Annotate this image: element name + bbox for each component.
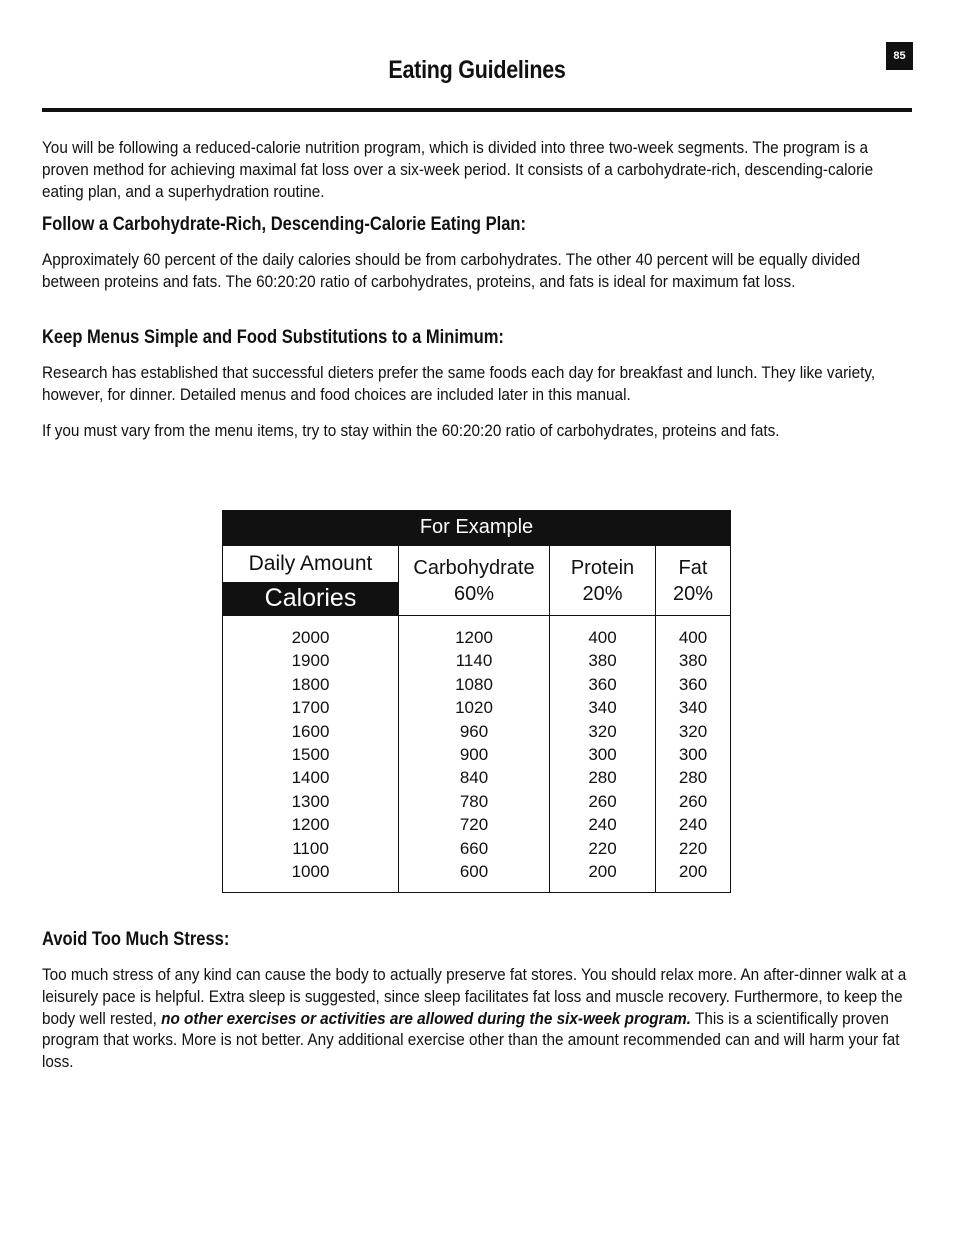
calories-cell: 1100: [292, 838, 329, 858]
protein-cell: 340: [588, 698, 617, 718]
calories-cell: 1200: [291, 815, 330, 835]
carbohydrate-cell: 780: [459, 791, 489, 811]
calories-cell: 1700: [291, 698, 330, 718]
carbohydrate-cell: 1200: [455, 628, 493, 647]
carbohydrate-cell: 1080: [455, 674, 493, 694]
protein-cell: 320: [588, 721, 617, 741]
fat-cell: 380: [678, 651, 708, 671]
calorie-ratio-table: [222, 510, 731, 893]
fat-cell: 320: [678, 721, 708, 741]
carbohydrate-header: [399, 546, 549, 615]
calories-cell: 1600: [291, 721, 330, 741]
protein-cell: 280: [588, 768, 617, 788]
protein-label: Protein: [570, 556, 635, 579]
calories-header: Calories: [223, 582, 398, 615]
page-number: 85: [886, 42, 913, 70]
title-divider: [42, 108, 912, 112]
header-divider: [223, 615, 730, 616]
calories-cell: 1400: [291, 768, 330, 788]
calories-cell: 1500: [291, 745, 330, 765]
fat-cell: 240: [678, 815, 708, 835]
protein-cell: 380: [588, 651, 617, 671]
calories-cell: 2000: [291, 628, 330, 647]
protein-cell: 400: [588, 628, 617, 647]
section-heading-stress: Avoid Too Much Stress:: [42, 929, 230, 950]
fat-cell: 300: [678, 745, 708, 765]
stress-text-end: This is a scientifically proven program that works. More is not better. Any additional exercise other than the amount recommended can and will harm your fat loss.: [42, 1009, 900, 1072]
fat-label: Fat: [678, 556, 708, 579]
carbohydrate-cell: 1140: [455, 651, 493, 671]
carbohydrate-cell: 900: [459, 745, 489, 765]
carbohydrate-cell: 720: [459, 815, 489, 835]
carbohydrate-cell: 960: [459, 721, 489, 741]
carbohydrate-cell: 660: [459, 838, 489, 858]
calories-cell: 1800: [291, 674, 330, 694]
carbohydrate-cell: 600: [459, 862, 489, 882]
fat-column: [656, 626, 730, 883]
calories-cell: 1000: [291, 862, 330, 882]
section-heading-menus: Keep Menus Simple and Food Substitutions to a Minimum:: [42, 327, 504, 348]
calories-column: [223, 626, 398, 883]
fat-cell: 360: [678, 674, 708, 694]
substitution-paragraph: If you must vary from the menu items, try to stay within the 60:20:20 ratio of carbohydrates, proteins and fats.: [42, 422, 780, 440]
fat-header: [656, 546, 730, 615]
intro-paragraph: You will be following a reduced-calorie nutrition program, which is divided into three two-week segments. The program is a proven method for achieving maximal fat loss over a six-week period. It consists of a carbohydrate-rich, descending-calorie eating plan, and a superhydration routine.: [42, 139, 874, 201]
protein-cell: 200: [588, 862, 617, 882]
page-title: Eating Guidelines: [388, 56, 566, 84]
fat-cell: 200: [678, 862, 708, 882]
protein-cell: 300: [588, 745, 617, 765]
carbohydrate-percent: 60%: [453, 582, 495, 605]
protein-column: [550, 626, 655, 883]
carbohydrate-cell: 1020: [455, 698, 493, 718]
protein-cell: 220: [588, 838, 617, 858]
fat-percent: 20%: [672, 582, 714, 605]
carbohydrate-label: Carbohydrate: [413, 556, 535, 579]
carbohydrate-column: [399, 626, 549, 883]
protein-cell: 260: [588, 791, 617, 811]
protein-cell: 240: [588, 815, 617, 835]
section-heading-eating-plan: Follow a Carbohydrate-Rich, Descending-Calorie Eating Plan:: [42, 214, 527, 235]
calories-cell: 1900: [291, 651, 330, 671]
protein-percent: 20%: [582, 582, 623, 605]
protein-cell: 360: [588, 674, 617, 694]
table-body: [222, 545, 731, 893]
daily-amount-header: Daily Amount: [248, 551, 373, 575]
fat-cell: 400: [678, 628, 708, 647]
protein-header: [550, 546, 655, 615]
stress-text-emphasis: no other exercises or activities are allowed during the six-week program.: [161, 1009, 691, 1028]
carbohydrate-cell: 840: [459, 768, 489, 788]
menus-paragraph: Research has established that successful dieters prefer the same foods each day for breakfast and lunch. They like variety, however, for dinner. Detailed menus and food choices are included later in this manual.: [42, 364, 876, 404]
eating-plan-paragraph: Approximately 60 percent of the daily calories should be from carbohydrates. The other 40 percent will be equally divided between proteins and fats. The 60:20:20 ratio of carbohydrates, proteins, and fats is ideal for maximum fat loss.: [42, 251, 861, 291]
fat-cell: 280: [678, 768, 708, 788]
stress-text-start: Too much stress of any kind can cause the body to actually preserve fat stores. You should relax more. An after-dinner walk at a leisurely pace is helpful. Extra sleep is suggested, since sleep facilitates fat loss and muscle recovery. Furthermore, to keep the body well rested,: [42, 966, 907, 1028]
fat-cell: 260: [678, 791, 708, 811]
fat-cell: 220: [678, 838, 708, 858]
fat-cell: 340: [678, 698, 708, 718]
stress-paragraph: [42, 965, 916, 1074]
calories-cell: 1300: [291, 791, 330, 811]
table-banner: For Example: [222, 510, 731, 545]
